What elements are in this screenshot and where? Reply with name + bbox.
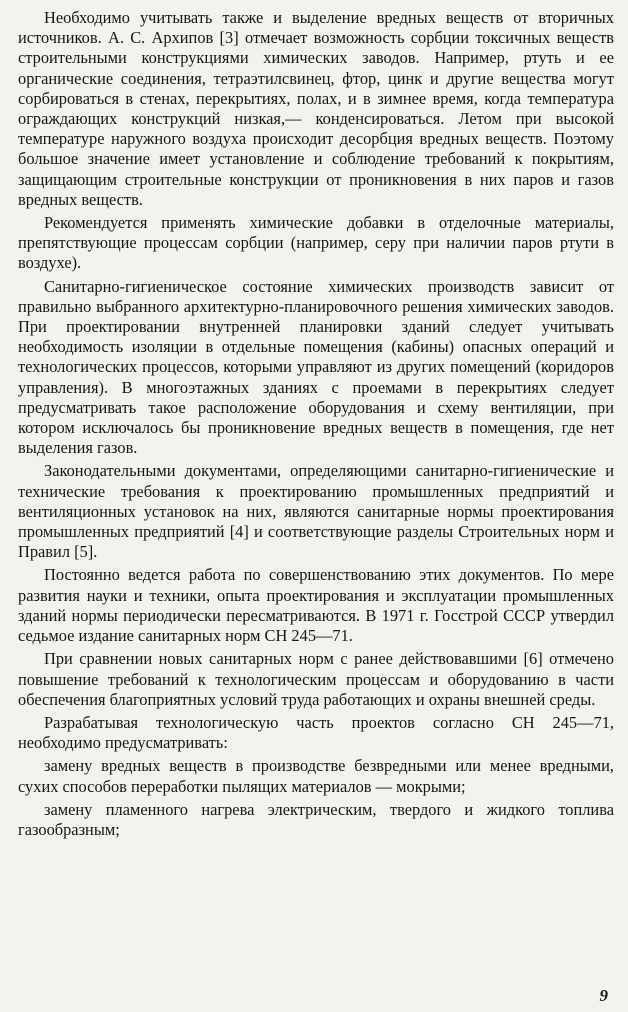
list-item-replace-harmful: замену вредных веществ в производстве безвредными или менее вредными, сухих способов переработки пылящих материалов — мокрыми;: [18, 756, 614, 796]
page-number: 9: [599, 986, 608, 1005]
paragraph-secondary-sources: Необходимо учитывать также и выделение вредных веществ от вторичных источников. А. С. Архипов [3] отмечает возможность сорбции токсичных веществ строительными конструкциями химических заводов. Например, ртуть и ее органические соединения, тетраэтилсвинец, фтор, цинк и другие вещества могут сорбироваться в стенах, перекрытиях, полах, и в зимнее время, когда температура ограждающих конструкций низкая,— конденсироваться. Летом при высокой температуре наружного воздуха происходит десорбция вредных веществ. Поэтому большое значение имеет установление и соблюдение требований к покрытиям, защищающим строительные конструкции от проникновения в них паров и газов вредных веществ.: [18, 8, 614, 209]
paragraph-planning: Санитарно-гигиеническое состояние химических производств зависит от правильно выбранного архитектурно-планировочного решения химических заводов. При проектировании внутренней планировки зданий следует учитывать необходимость изоляции в отдельные помещения (кабины) опасных операций и технологических процессов, которыми управляют из других помещений (коридоров управления). В многоэтажных зданиях с проемами в перекрытиях следует предусматривать такое расположение оборудования и схему вентиляции, при котором исключалось бы проникновение вредных веществ в помещения, где нет выделения газов.: [18, 276, 614, 458]
paragraph-requirements-intro: Разрабатывая технологическую часть проектов согласно СН 245—71, необходимо предусматривать:: [18, 712, 614, 753]
paragraph-chemical-additives: Рекомендуется применять химические добавки в отделочные материалы, препятствующие процессам сорбции (например, серу при наличии паров ртути в воздухе).: [18, 213, 614, 273]
paragraph-legislation: Законодательными документами, определяющими санитарно-гигиенические и технические требования к проектированию промышленных предприятий и вентиляционных установок на них, являются санитарные нормы проектирования промышленных предприятий [4] и соответствующие разделы Строительных норм и Правил [5].: [18, 461, 614, 562]
paragraph-comparison: При сравнении новых санитарных норм с ранее действовавшими [6] отмечено повышение требований к технологическим процессам и оборудованию в части обеспечения благоприятных условий труда работающих и охраны внешней среды.: [18, 649, 614, 709]
page-body: [18, 8, 614, 843]
paragraph-norms-revision: Постоянно ведется работа по совершенствованию этих документов. По мере развития науки и техники, опыта проектирования и эксплуатации промышленных зданий нормы периодически пересматриваются. В 1971 г. Госстрой СССР утвердил седьмое издание санитарных норм СН 245—71.: [18, 565, 614, 646]
list-item-replace-heating: замену пламенного нагрева электрическим, твердого и жидкого топлива газообразным;: [18, 799, 614, 839]
